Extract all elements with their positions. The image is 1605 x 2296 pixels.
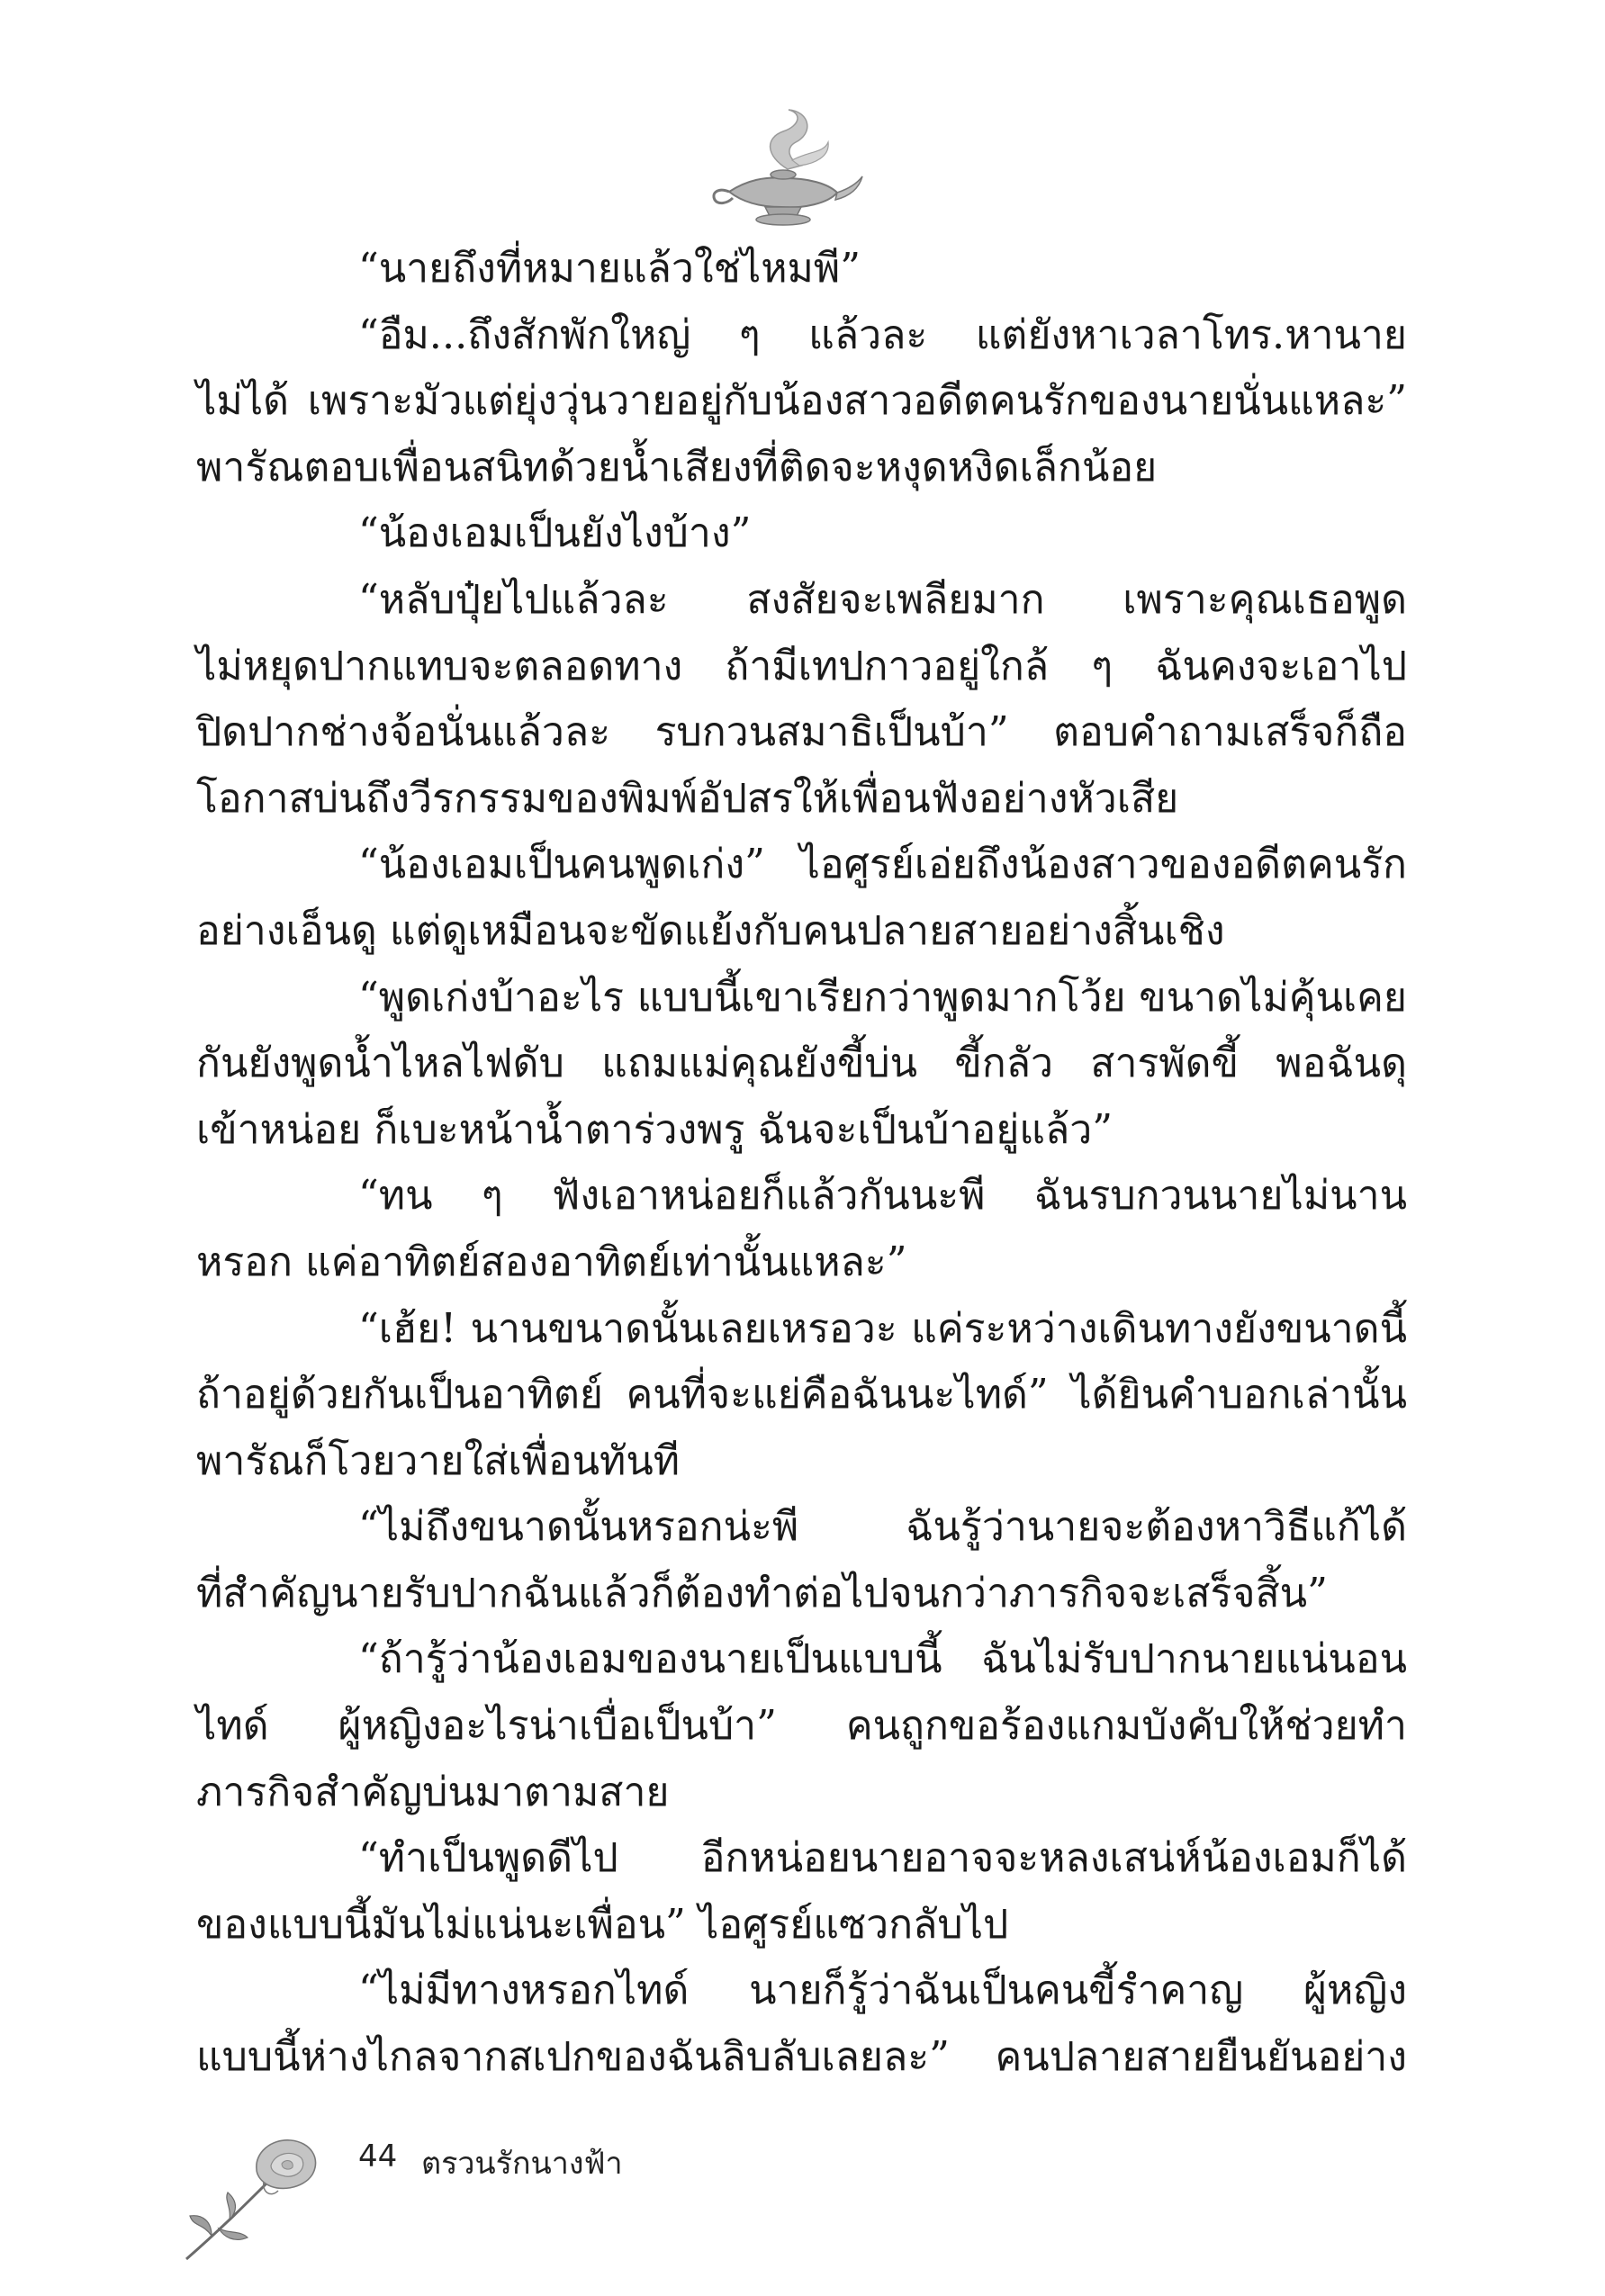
- text-line: ไม่หยุดปากแทบจะตลอดทาง ถ้ามีเทปกาวอยู่ใกล้ ๆ ฉันคงจะเอาไป: [196, 643, 1407, 689]
- text-line: โอกาสบ่นถึงวีรกรรมของพิมพ์อัปสรให้เพื่อนฟังอย่างหัวเสีย: [196, 775, 1179, 822]
- text-line: ปิดปากช่างจ้อนั่นแล้วละ รบกวนสมาธิเป็นบ้า” ตอบคำถามเสร็จก็ถือ: [196, 709, 1407, 756]
- text-line: “เฮ้ย! นานขนาดนั้นเลยเหรอวะ แค่ระหว่างเดินทางยังขนาดนี้: [358, 1305, 1407, 1352]
- page-number: 44: [358, 2138, 398, 2174]
- text-line: “หลับปุ๋ยไปแล้วละ สงสัยจะเพลียมาก เพราะคุณเธอพูด: [358, 576, 1407, 623]
- book-title: ตรวนรักนางฟ้า: [421, 2146, 623, 2182]
- text-line: ภารกิจสำคัญบ่นมาตามสาย: [196, 1769, 670, 1815]
- text-line: “น้องเอมเป็นยังไงบ้าง”: [358, 510, 752, 557]
- text-line: “ทน ๆ ฟังเอาหน่อยก็แล้วกันนะพี ฉันรบกวนนายไม่นาน: [358, 1173, 1407, 1220]
- text-line: กันยังพูดน้ำไหลไฟดับ แถมแม่คุณยังขี้บ่น ขี้กลัว สารพัดขี้ พอฉันดุ: [196, 1040, 1407, 1087]
- text-line: “ถ้ารู้ว่าน้องเอมของนายเป็นแบบนี้ ฉันไม่รับปากนายแน่นอน: [358, 1636, 1407, 1683]
- text-line: ไทด์ ผู้หญิงอะไรน่าเบื่อเป็นบ้า” คนถูกขอร้องแกมบังคับให้ช่วยทำ: [196, 1703, 1407, 1750]
- body-text: [196, 236, 1407, 2091]
- text-line: “ไม่ถึงขนาดนั้นหรอกน่ะพี ฉันรู้ว่านายจะต้องหาวิธีแก้ได้: [358, 1504, 1407, 1551]
- text-line: “น้องเอมเป็นคนพูดเก่ง” ไอศูรย์เอ่ยถึงน้องสาวของอดีตคนรัก: [358, 842, 1407, 888]
- text-line: “อืม...ถึงสักพักใหญ่ ๆ แล้วละ แต่ยังหาเวลาโทร.หานาย: [358, 311, 1407, 358]
- text-line: แบบนี้ห่างไกลจากสเปกของฉันลิบลับเลยละ” คนปลายสายยืนยันอย่าง: [196, 2034, 1407, 2081]
- magic-lamp-icon: [702, 106, 864, 232]
- text-line: “ไม่มีทางหรอกไทด์ นายก็รู้ว่าฉันเป็นคนขี้รำคาญ ผู้หญิง: [358, 1967, 1407, 2014]
- text-line: ถ้าอยู่ด้วยกันเป็นอาทิตย์ คนที่จะแย่คือฉันนะไทด์” ได้ยินคำบอกเล่านั้น: [196, 1372, 1407, 1418]
- text-line: พารัณก็โวยวายใส่เพื่อนทันที: [196, 1437, 681, 1484]
- text-line: เข้าหน่อย ก็เบะหน้าน้ำตาร่วงพรู ฉันจะเป็นบ้าอยู่แล้ว”: [196, 1106, 1113, 1153]
- text-line: อย่างเอ็นดู แต่ดูเหมือนจะขัดแย้งกับคนปลายสายอย่างสิ้นเชิง: [196, 907, 1225, 954]
- text-line: ของแบบนี้มันไม่แน่นะเพื่อน” ไอศูรย์แซวกลับไป: [196, 1901, 1009, 1948]
- text-line: พารัณตอบเพื่อนสนิทด้วยน้ำเสียงที่ติดจะหงุดหงิดเล็กน้อย: [196, 444, 1158, 491]
- text-line: “ทำเป็นพูดดีไป อีกหน่อยนายอาจจะหลงเสน่ห์น้องเอมก็ได้: [358, 1835, 1407, 1882]
- text-line: ที่สำคัญนายรับปากฉันแล้วก็ต้องทำต่อไปจนกว่าภารกิจจะเสร็จสิ้น”: [196, 1570, 1328, 1616]
- text-line: ไม่ได้ เพราะมัวแต่ยุ่งวุ่นวายอยู่กับน้องสาวอดีตคนรักของนายนั่นแหละ”: [196, 378, 1407, 425]
- page-footer: [185, 2126, 689, 2261]
- text-line: หรอก แค่อาทิตย์สองอาทิตย์เท่านั้นแหละ”: [196, 1238, 907, 1285]
- rose-icon: [185, 2126, 338, 2261]
- text-line: “พูดเก่งบ้าอะไร แบบนี้เขาเรียกว่าพูดมากโว้ย ขนาดไม่คุ้นเคย: [358, 974, 1407, 1021]
- text-line: “นายถึงที่หมายแล้วใช่ไหมพี”: [358, 246, 861, 292]
